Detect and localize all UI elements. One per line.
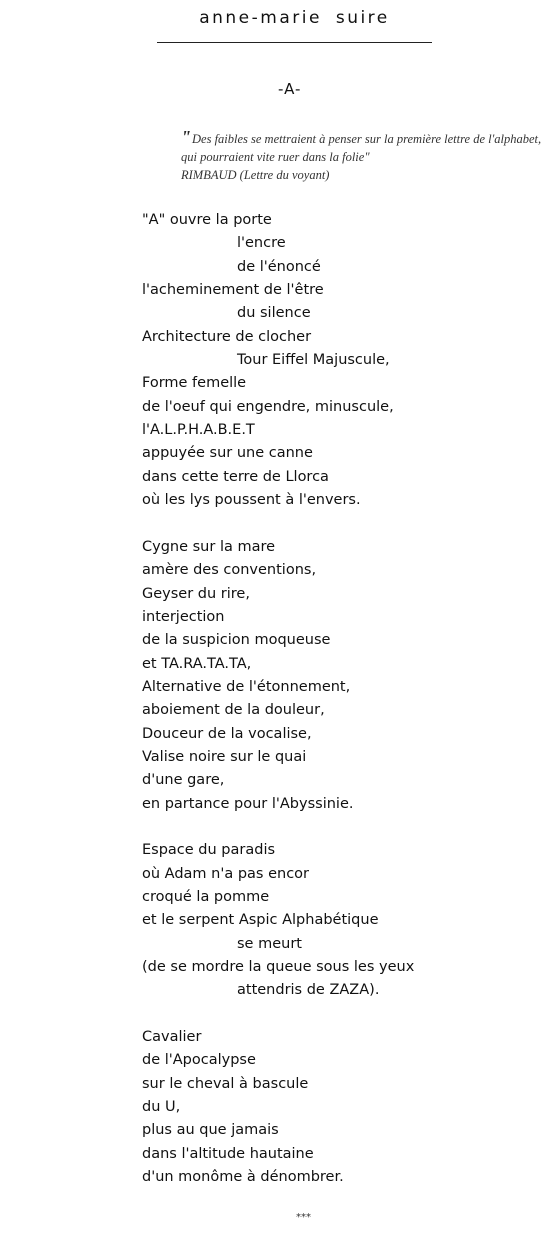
poem-line: dans l'altitude hautaine bbox=[142, 1145, 314, 1162]
poem-line: Cavalier bbox=[142, 1029, 202, 1046]
poem-line: sur le cheval à bascule bbox=[142, 1075, 309, 1092]
poem-line: appuyée sur une canne bbox=[142, 445, 313, 462]
poem-line: plus au que jamais bbox=[142, 1122, 279, 1139]
author-name: anne-marie suire bbox=[199, 8, 390, 28]
stanza bbox=[142, 536, 414, 816]
poem-line: dans cette terre de Llorca bbox=[142, 468, 329, 485]
epigraph-line-1 bbox=[181, 128, 556, 148]
poem-line: amère des conventions, bbox=[142, 562, 317, 579]
poem-line: de la suspicion moqueuse bbox=[142, 632, 331, 649]
poem-line: de l'oeuf qui engendre, minuscule, bbox=[142, 398, 394, 415]
stanza bbox=[142, 839, 414, 1002]
header-divider bbox=[157, 42, 432, 43]
poem-line: où les lys poussent à l'envers. bbox=[142, 492, 361, 509]
poem-body bbox=[142, 209, 414, 1189]
stanza bbox=[142, 1026, 414, 1189]
poem-line: se meurt bbox=[237, 935, 302, 952]
poem-line: Forme femelle bbox=[142, 375, 247, 392]
poem-line: en partance pour l'Abyssinie. bbox=[142, 795, 354, 812]
epigraph bbox=[181, 128, 556, 184]
poem-title: -A- bbox=[278, 80, 302, 98]
opening-quote-mark: " bbox=[181, 128, 191, 147]
poem-line: Cygne sur la mare bbox=[142, 538, 276, 555]
poem-line: l'acheminement de l'être bbox=[142, 282, 324, 299]
poem-line: Architecture de clocher bbox=[142, 328, 312, 345]
poem-line: Valise noire sur le quai bbox=[142, 748, 307, 765]
poem-line: l'encre bbox=[237, 235, 286, 252]
poem-line: d'une gare, bbox=[142, 772, 225, 789]
poem-line: aboiement de la douleur, bbox=[142, 702, 325, 719]
end-mark: *** bbox=[296, 1212, 311, 1223]
poem-line: Geyser du rire, bbox=[142, 585, 250, 602]
epigraph-text-1: Des faibles se mettraient à penser sur la première lettre de l'alphabet, bbox=[192, 132, 542, 146]
epigraph-source: RIMBAUD (Lettre du voyant) bbox=[181, 168, 330, 182]
poem-line: Tour Eiffel Majuscule, bbox=[237, 352, 390, 369]
poem-line: et TA.RA.TA.TA, bbox=[142, 655, 252, 672]
poem-line: l'A.L.P.H.A.B.E.T bbox=[142, 422, 255, 439]
poem-line: attendris de ZAZA). bbox=[237, 982, 380, 999]
poem-line: de l'énoncé bbox=[237, 258, 321, 275]
poem-line: interjection bbox=[142, 608, 225, 625]
poem-line: et le serpent Aspic Alphabétique bbox=[142, 912, 379, 929]
poem-line: d'un monôme à dénombrer. bbox=[142, 1169, 344, 1186]
poem-line: croqué la pomme bbox=[142, 888, 270, 905]
poem-line: "A" ouvre la porte bbox=[142, 212, 272, 228]
poem-line: Espace du paradis bbox=[142, 842, 276, 859]
poem-line: Douceur de la vocalise, bbox=[142, 725, 312, 742]
poem-line: où Adam n'a pas encor bbox=[142, 865, 309, 882]
poem-line: de l'Apocalypse bbox=[142, 1052, 256, 1069]
poem-line: Alternative de l'étonnement, bbox=[142, 678, 351, 695]
poem-line: du silence bbox=[237, 305, 311, 322]
poem-line: du U, bbox=[142, 1099, 181, 1116]
epigraph-line-2: qui pourraient vite ruer dans la folie" bbox=[181, 150, 370, 164]
poem-line: (de se mordre la queue sous les yeux bbox=[142, 959, 415, 975]
stanza bbox=[142, 209, 414, 512]
